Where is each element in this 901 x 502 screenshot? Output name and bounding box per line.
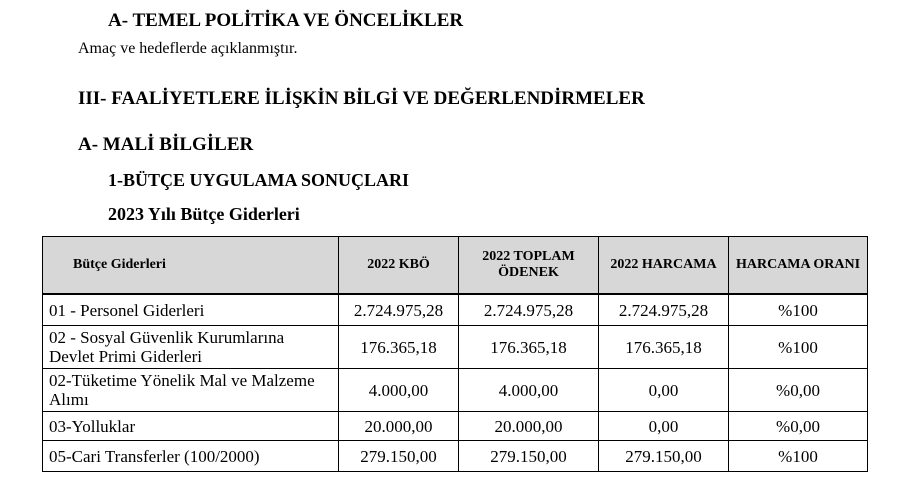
butce-giderleri-heading: 2023 Yılı Bütçe Giderleri	[108, 204, 300, 224]
kbo-value: 2.724.975,28	[339, 294, 459, 326]
table-row	[43, 369, 868, 412]
odenek-value: 279.150,00	[459, 441, 599, 472]
table-header-row	[43, 237, 868, 295]
oran-value: %100	[729, 326, 868, 369]
odenek-value: 176.365,18	[459, 326, 599, 369]
oran-value: %100	[729, 294, 868, 326]
section-a-heading: A- TEMEL POLİTİKA VE ÖNCELİKLER	[108, 10, 464, 31]
butce-sonuclari-heading: 1-BÜTÇE UYGULAMA SONUÇLARI	[108, 170, 410, 190]
odenek-value: 2.724.975,28	[459, 294, 599, 326]
header-cell: HARCAMA ORANI	[729, 237, 868, 295]
header-cell: 2022 HARCAMA	[599, 237, 729, 295]
harcama-value: 2.724.975,28	[599, 294, 729, 326]
kbo-value: 176.365,18	[339, 326, 459, 369]
odenek-value: 20.000,00	[459, 412, 599, 441]
kbo-value: 4.000,00	[339, 369, 459, 412]
oran-value: %0,00	[729, 369, 868, 412]
header-cell: 2022 TOPLAM ÖDENEK	[459, 237, 599, 295]
kbo-value: 279.150,00	[339, 441, 459, 472]
budget-table	[42, 236, 868, 472]
section-a-text: Amaç ve hedeflerde açıklanmıştır.	[78, 40, 298, 57]
expense-name: 05-Cari Transferler (100/2000)	[43, 441, 339, 472]
header-cell: Bütçe Giderleri	[43, 237, 339, 295]
harcama-value: 0,00	[599, 369, 729, 412]
expense-name: 03-Yolluklar	[43, 412, 339, 441]
odenek-value: 4.000,00	[459, 369, 599, 412]
expense-name: 02-Tüketime Yönelik Mal ve Malzeme Alımı	[43, 369, 339, 412]
kbo-value: 20.000,00	[339, 412, 459, 441]
oran-value: %100	[729, 441, 868, 472]
table-row	[43, 441, 868, 472]
table-row	[43, 294, 868, 326]
harcama-value: 176.365,18	[599, 326, 729, 369]
table-row	[43, 412, 868, 441]
section-iii-heading: III- FAALİYETLERE İLİŞKİN BİLGİ VE DEĞERLENDİRMELER	[78, 88, 645, 109]
mali-bilgiler-heading: A- MALİ BİLGİLER	[78, 134, 254, 155]
expense-name: 02 - Sosyal Güvenlik Kurumlarına Devlet Primi Giderleri	[43, 326, 339, 369]
header-cell: 2022 KBÖ	[339, 237, 459, 295]
oran-value: %0,00	[729, 412, 868, 441]
table-row	[43, 326, 868, 369]
harcama-value: 279.150,00	[599, 441, 729, 472]
harcama-value: 0,00	[599, 412, 729, 441]
expense-name: 01 - Personel Giderleri	[43, 294, 339, 326]
